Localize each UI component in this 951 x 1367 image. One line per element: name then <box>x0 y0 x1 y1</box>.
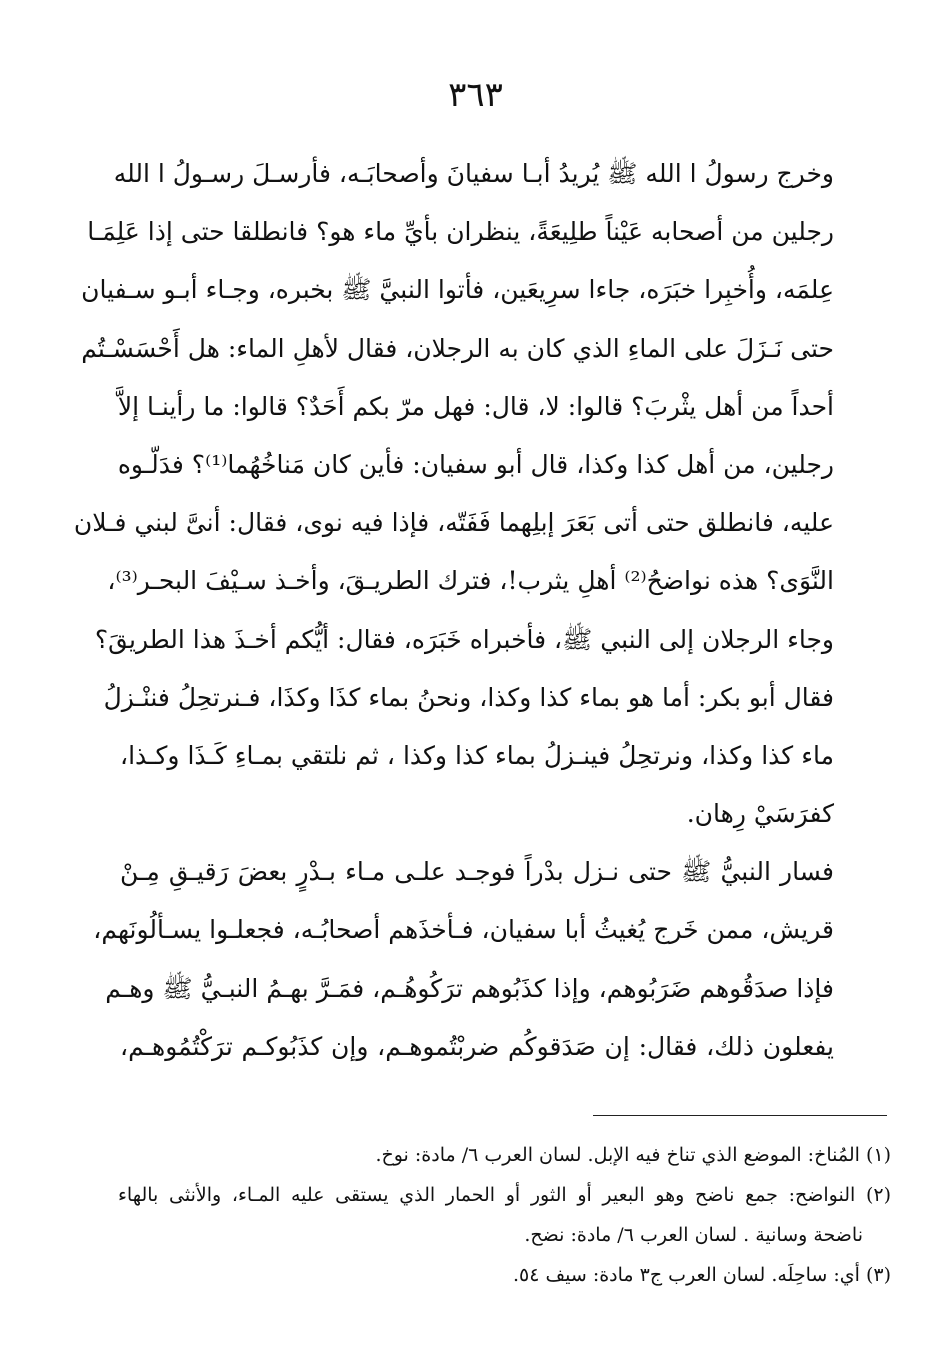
body-line: فإذا صدَقُوهم ضَرَبُوهم، وإذا كذَبُوهم ترَكُوهُـم، فمَـرَّ بهـمُ النبـيُّ ﷺ وهـم <box>105 973 834 1003</box>
footnotes <box>118 1135 891 1295</box>
body-line: عليه، فانطلق حتى أتى بَعَرَ إبلِهما فَفَتّه، فإذا فيه نوى، فقال: أنىَّ لبني فـلان <box>73 508 834 538</box>
footnote-2-continuation: ناضحة وسانية . لسان العرب ٦/ مادة: نضح. <box>524 1224 863 1246</box>
body-line: وخرج رسولُ ا الله ﷺ يُريدُ أبـا سفيانَ وأصحابَـه، فأرسـلَ رسـولُ ا الله <box>113 159 834 188</box>
body-line: عِلمَه، وأُخبِرا خبَرَه، جاءا سرِيعَين، فأتوا النبيَّ ﷺ بخبره، وجـاء أبـو سـفيان <box>81 275 834 305</box>
body-line: وجاء الرجلان إلى النبي ﷺ، فأخبراه خَبَرَه، فقال: أيُّكم أخـذَ هذا الطريقَ؟ <box>94 624 834 654</box>
footnote-1: (١) المُناخ: الموضع الذي تناخ فيه الإبل. لسان العرب ٦/ مادة: نوخ. <box>375 1144 891 1166</box>
body-line: حتى نَـزَلَ على الماءِ الذي كان به الرجلان، فقال لأهلِ الماء: هل أَحْسَسْـتُم <box>81 333 834 363</box>
body-line: فقال أبو بكر: أما هو بماء كذا وكذا، ونحنُ بماء كذَا وكذَا، فـنرتحِلُ فننْـزلُ <box>103 682 834 712</box>
body-text <box>73 145 834 1076</box>
body-line: رجلين، من أهل كذا وكذا، قال أبو سفيان: فأين كان مَناخُهُما⁽¹⁾؟ فدَلّـوه <box>117 449 834 479</box>
body-line: قريش، ممن خَرج يُغيثُ أبا سفيان، فـأخذَهم أصحابُـه، فجعلـوا يسـألُونَهم، <box>93 915 834 945</box>
footnote-separator <box>593 1115 887 1116</box>
body-line: كفرَسَيْ رِهان. <box>686 799 834 829</box>
page-number: ٣٦٣ <box>448 75 503 115</box>
body-line: ماء كذا وكذا، ونرتحِلُ فينـزلُ بماء كذا وكذا ، ثم نلتقي بمـاءِ كَـذَا وكـذا، <box>120 740 834 770</box>
footnote-3: (٣) أي: ساحِلَه. لسان العرب ج٣ مادة: سيف ٥٤. <box>512 1264 891 1286</box>
body-line: أحداً من أهل يثْربَ؟ قالوا: لا، قال: فهل مرّ بكم أَحَدٌ؟ قالوا: ما رأينـا إلاَّ <box>117 391 834 421</box>
body-line: النَّوَى؟ هذه نواضحُ⁽²⁾ أهلِ يثرب!، فترك الطريـقَ، وأخـذ سـيْفَ البحـر⁽³⁾، <box>107 566 834 596</box>
body-line: رجلين من أصحابه عَيْناً طلِيعَةً، ينظران بأيِّ ماء هو؟ فانطلقا حتى إذا عَلِمَـا <box>87 217 834 247</box>
body-line: فسار النبيُّ ﷺ حتى نـزل بدْراً فوجـد علـى مـاء بـدْرٍ بعضَ رَقيـقِ مِـنْ <box>120 857 834 887</box>
footnote-2: (٢) النواضح: جمع ناضح وهو البعير أو الثور أو الحمار الذي يستقى عليه المـاء، والأنثى بالهاء <box>118 1184 891 1206</box>
body-line: يفعلون ذلك، فقال: إن صَدَقوكُم ضربْتُموهـم، وإن كذَبُوكـم ترَكْتُمُوهـم، <box>120 1031 834 1061</box>
